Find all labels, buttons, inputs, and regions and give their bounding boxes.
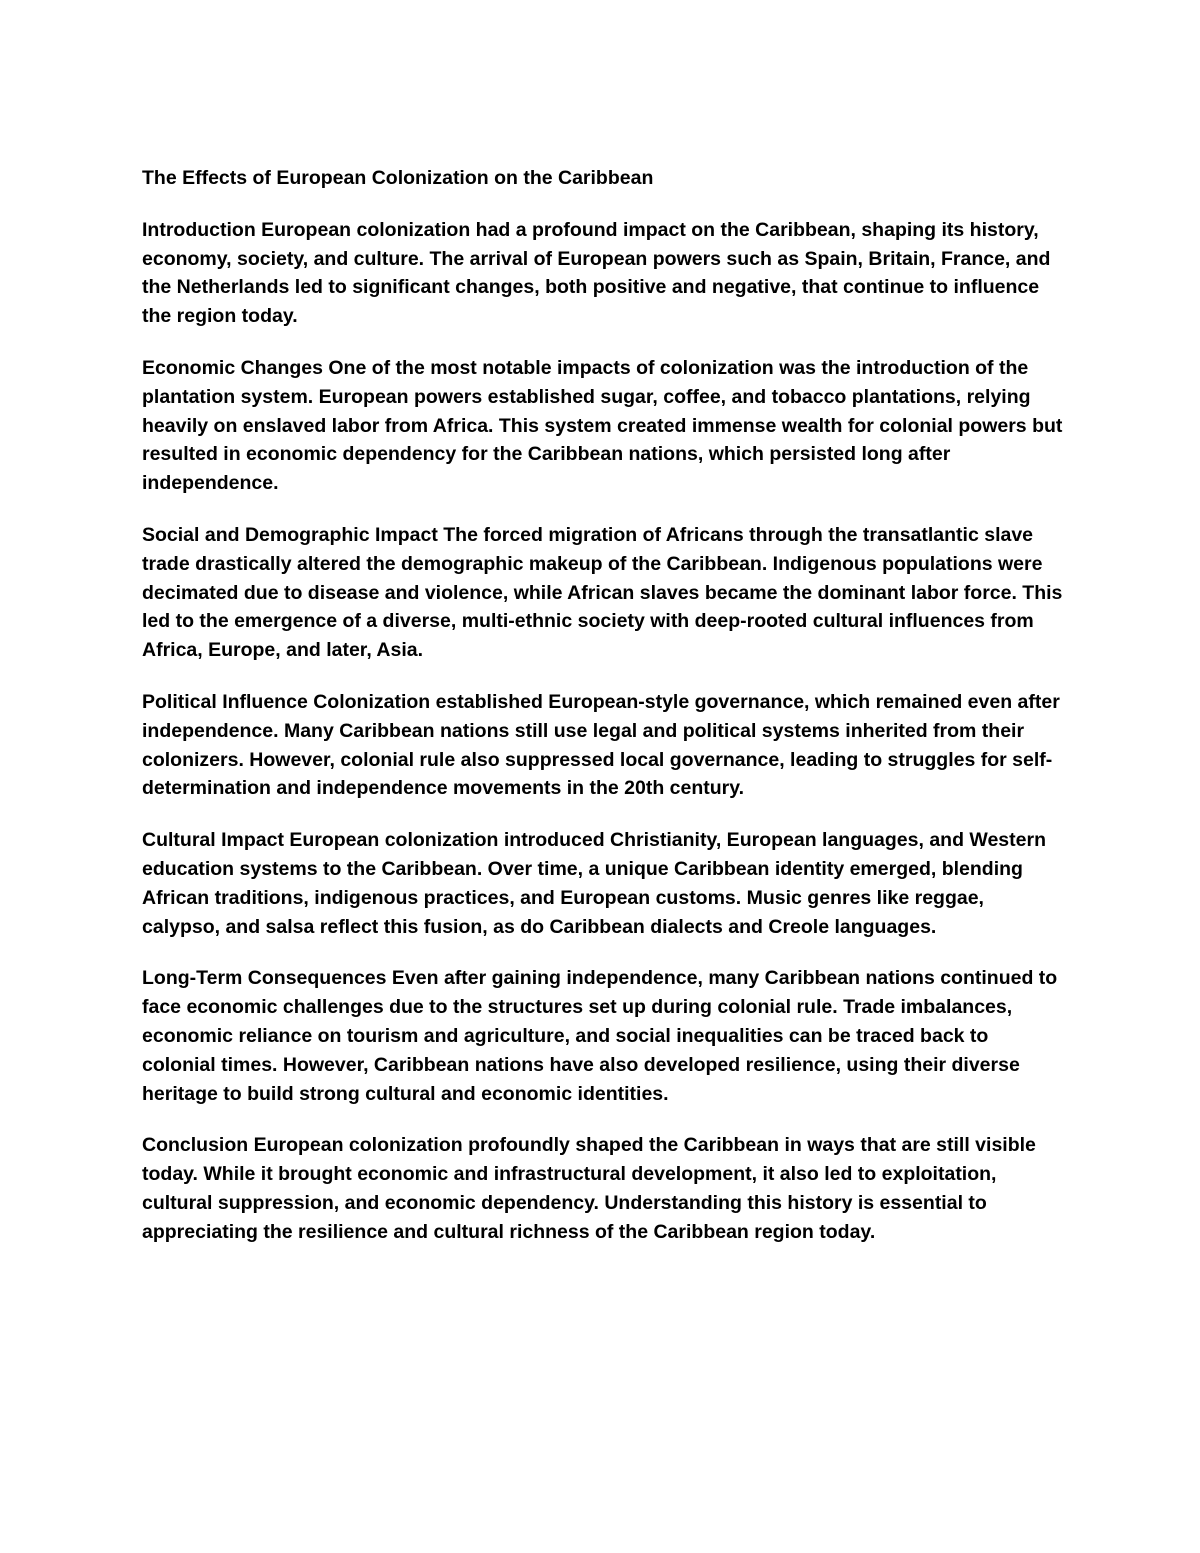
- paragraph-political-influence: Political Influence Colonization established European-style governance, which remained even after independence. Many Caribbean nations still use legal and political systems inherited from their colonizers. However, colonial rule also suppressed local governance, leading to struggles for self-determination and independence movements in the 20th century.: [142, 690, 1060, 800]
- paragraph-economic-changes: Economic Changes One of the most notable impacts of colonization was the introduction of the plantation system. European powers established sugar, coffee, and tobacco plantations, relying heavily on enslaved labor from Africa. This system created immense wealth for colonial powers but resulted in economic dependency for the Caribbean nations, which persisted long after independence.: [142, 356, 1063, 495]
- paragraph-introduction: Introduction European colonization had a profound impact on the Caribbean, shaping its history, economy, society, and culture. The arrival of European powers such as Spain, Britain, France, and the Netherlands led to significant changes, both positive and negative, that continue to influence the region today.: [142, 218, 1051, 328]
- document-title: The Effects of European Colonization on the Caribbean: [142, 167, 654, 189]
- document-page: [142, 164, 1067, 1270]
- paragraph-cultural-impact: Cultural Impact European colonization introduced Christianity, European languages, and Western education systems to the Caribbean. Over time, a unique Caribbean identity emerged, blending African traditions, indigenous practices, and European customs. Music genres like reggae, calypso, and salsa reflect this fusion, as do Caribbean dialects and Creole languages.: [142, 829, 1046, 938]
- paragraph-social-demographic-impact: Social and Demographic Impact The forced migration of Africans through the transatlantic slave trade drastically altered the demographic makeup of the Caribbean. Indigenous populations were decimated due to disease and violence, while African slaves became the dominant labor force. This led to the emergence of a diverse, multi-ethnic society with deep-rooted cultural influences from Africa, Europe, and later, Asia.: [142, 523, 1063, 662]
- paragraph-conclusion: Conclusion European colonization profoundly shaped the Caribbean in ways that are still visible today. While it brought economic and infrastructural development, it also led to exploitation, cultural suppression, and economic dependency. Understanding this history is essential to appreciating the resilience and cultural richness of the Caribbean region today.: [142, 1134, 1036, 1243]
- paragraph-long-term-consequences: Long-Term Consequences Even after gaining independence, many Caribbean nations continued to face economic challenges due to the structures set up during colonial rule. Trade imbalances, economic reliance on tourism and agriculture, and social inequalities can be traced back to colonial times. However, Caribbean nations have also developed resilience, using their diverse heritage to build strong cultural and economic identities.: [142, 967, 1058, 1105]
